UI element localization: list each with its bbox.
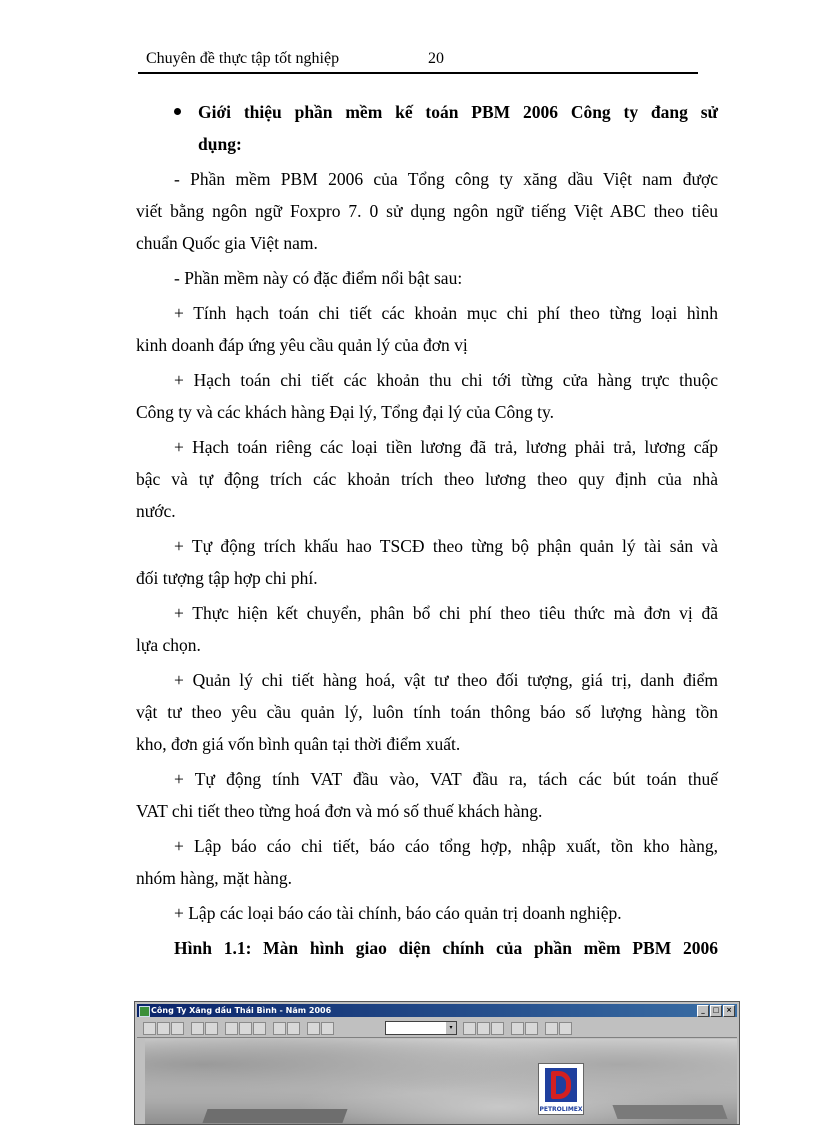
form-icon[interactable] <box>477 1022 490 1035</box>
maximize-icon[interactable]: □ <box>710 1005 722 1017</box>
cut-icon[interactable] <box>225 1022 238 1035</box>
paragraph: + Tính hạch toán chi tiết các khoản mục chi phí theo từng loại hình kinh doanh đáp ứng yêu cầu quản lý của đơn vị <box>136 303 718 355</box>
section-heading-cont: dụng: <box>198 134 242 154</box>
open-folder-icon[interactable] <box>157 1022 170 1035</box>
document-body <box>136 96 718 964</box>
pagoda-roof-left <box>202 1109 347 1123</box>
app-screenshot <box>134 1001 740 1125</box>
window-controls <box>697 1005 735 1017</box>
new-file-icon[interactable] <box>143 1022 156 1035</box>
paragraph: + Thực hiện kết chuyển, phân bổ chi phí theo tiêu thức mà đơn vị đã lựa chọn. <box>136 603 718 655</box>
print-icon[interactable] <box>191 1022 204 1035</box>
figure-caption: Hình 1.1: Màn hình giao diện chính của phần mềm PBM 2006 <box>174 938 718 958</box>
app-titlebar <box>137 1004 737 1017</box>
paragraph: + Tự động tính VAT đầu vào, VAT đầu ra, tách các bút toán thuế VAT chi tiết theo từng hoá đơn và mó số thuế khách hàng. <box>136 769 718 821</box>
report-icon[interactable] <box>491 1022 504 1035</box>
paragraph: + Hạch toán chi tiết các khoản thu chi tới từng cửa hàng trực thuộc Công ty và các khách hàng Đại lý, Tổng đại lý của Công ty. <box>136 370 718 422</box>
page-header <box>138 46 698 74</box>
tool-icon[interactable] <box>525 1022 538 1035</box>
window-icon[interactable] <box>511 1022 524 1035</box>
paste-icon[interactable] <box>253 1022 266 1035</box>
app-title: Công Ty Xăng dầu Thái Bình - Năm 2006 <box>151 1006 332 1015</box>
petrolimex-logo <box>538 1063 584 1115</box>
close-icon[interactable]: × <box>723 1005 735 1017</box>
section-heading: Giới thiệu phần mềm kế toán PBM 2006 Công ty đang sử <box>136 96 718 128</box>
minimize-icon[interactable]: _ <box>697 1005 709 1017</box>
settings-icon[interactable] <box>559 1022 572 1035</box>
app-toolbar <box>137 1019 737 1038</box>
redo-icon[interactable] <box>287 1022 300 1035</box>
grid-icon[interactable] <box>463 1022 476 1035</box>
toolbar-dropdown[interactable] <box>385 1021 457 1035</box>
paragraph: - Phần mềm này có đặc điểm nổi bật sau: <box>174 268 463 288</box>
chevron-down-icon: ▾ <box>446 1022 456 1034</box>
paragraph: + Lập các loại báo cáo tài chính, báo cáo quản trị doanh nghiệp. <box>174 903 622 923</box>
paragraph: + Lập báo cáo chi tiết, báo cáo tổng hợp, nhập xuất, tồn kho hàng, nhóm hàng, mặt hàng. <box>136 836 718 888</box>
pagoda-roof-right <box>612 1105 727 1119</box>
background-image <box>145 1039 737 1124</box>
logo-text: PETROLIMEX <box>539 1106 583 1113</box>
paragraph: + Quản lý chi tiết hàng hoá, vật tư theo đối tượng, giá trị, danh điểm vật tư theo yêu cầu quản lý, luôn tính toán thông báo số lượng hàng tồn kho, đơn giá vốn bình quân tại thời điểm xuất. <box>136 670 718 754</box>
arrows-icon[interactable] <box>545 1022 558 1035</box>
page-number: 20 <box>428 50 444 67</box>
paragraph: + Tự động trích khấu hao TSCĐ theo từng bộ phận quản lý tài sản và đối tượng tập hợp chi phí. <box>136 536 718 588</box>
preview-icon[interactable] <box>205 1022 218 1035</box>
save-icon[interactable] <box>171 1022 184 1035</box>
check-icon[interactable] <box>321 1022 334 1035</box>
app-icon <box>139 1006 150 1017</box>
exclamation-icon[interactable] <box>307 1022 320 1035</box>
undo-icon[interactable] <box>273 1022 286 1035</box>
document-title: Chuyên đề thực tập tốt nghiệp <box>146 50 340 67</box>
paragraph: - Phần mềm PBM 2006 của Tổng công ty xăng dầu Việt nam được viết bằng ngôn ngữ Foxpro 7. 0 sử dụng ngôn ngữ tiếng Việt ABC theo tiêu chuẩn Quốc gia Việt nam. <box>136 169 718 253</box>
paragraph: + Hạch toán riêng các loại tiền lương đã trả, lương phải trả, lương cấp bậc và tự động trích các khoản trích theo lương theo quy định của nhà nước. <box>136 437 718 521</box>
bullet-icon <box>174 108 181 115</box>
copy-icon[interactable] <box>239 1022 252 1035</box>
